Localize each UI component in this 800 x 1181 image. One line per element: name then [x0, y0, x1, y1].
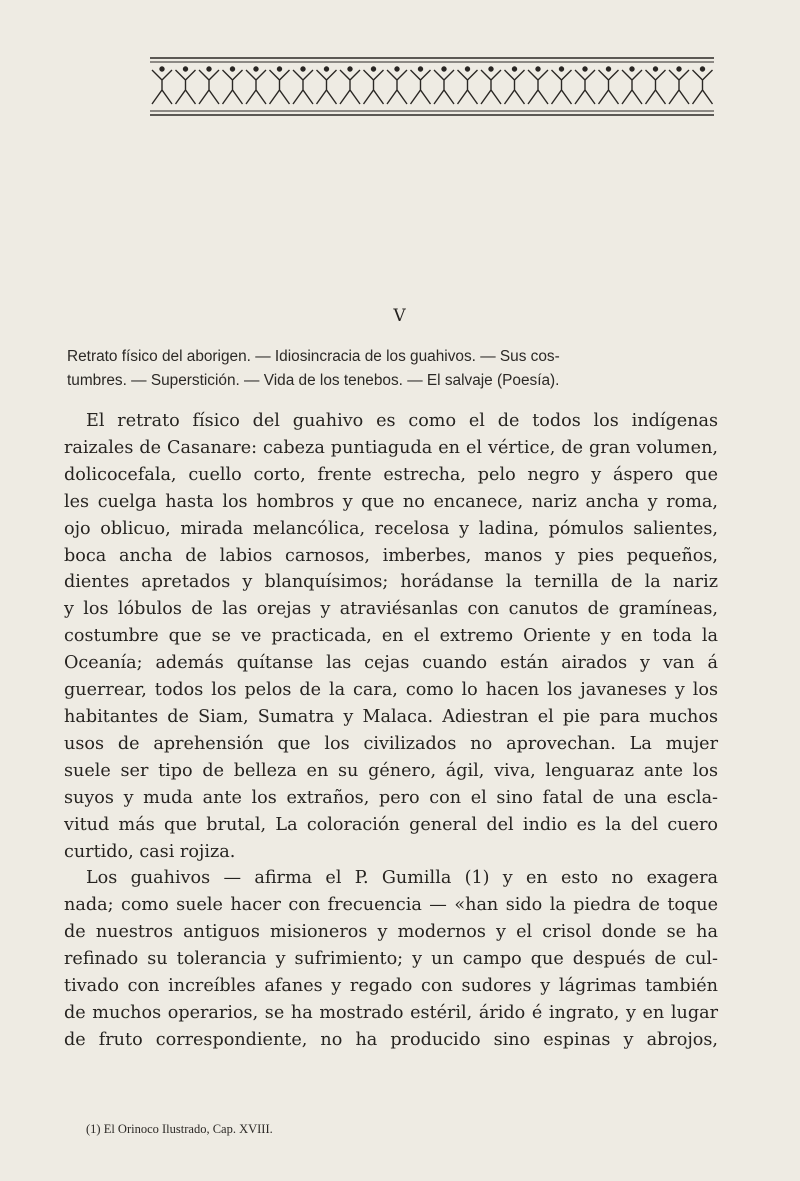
paragraph-line: usos de aprehensión que los civilizados no aprovechan. La mujer — [64, 733, 718, 754]
paragraph-line: dientes apretados y blanquísimos; horádanse la ternilla de la nariz — [64, 572, 718, 593]
body-text — [64, 408, 718, 1054]
paragraph-line: dolicocefala, cuello corto, frente estrecha, pelo negro y áspero que — [64, 464, 718, 485]
summary-line: tumbres. — Superstición. — Vida de los tenebos. — El salvaje (Poesía). — [67, 372, 560, 389]
paragraph-line: costumbre que se ve practicada, en el extremo Oriente y en toda la — [64, 626, 718, 647]
paragraph-line: de nuestros antiguos misioneros y modernos y el crisol donde se ha — [64, 922, 718, 943]
paragraph-line: suyos y muda ante los extraños, pero con el sino fatal de una escla- — [64, 787, 718, 808]
paragraph-line: nada; como suele hacer con frecuencia — «han sido la piedra de toque — [64, 895, 718, 916]
paragraph-line: raizales de Casanare: cabeza puntiaguda en el vértice, de gran volumen, — [64, 437, 718, 458]
paragraph-line: y los lóbulos de las orejas y atraviésanlas con canutos de gramíneas, — [64, 599, 718, 620]
paragraph-line: de fruto correspondiente, no ha producido sino espinas y abrojos, — [64, 1029, 718, 1050]
paragraph-line: vitud más que brutal, La coloración general del indio es la del cuero — [64, 814, 718, 835]
paragraph-line: Oceanía; además quítanse las cejas cuando están airados y van á — [64, 653, 718, 674]
paragraph-line: suele ser tipo de belleza en su género, ágil, viva, lenguaraz ante los — [64, 760, 718, 781]
summary-line: Retrato físico del aborigen. — Idiosincracia de los guahivos. — Sus cos- — [67, 348, 560, 365]
paragraph-line: guerrear, todos los pelos de la cara, como lo hacen los javaneses y los — [64, 680, 718, 701]
paragraph-line: habitantes de Siam, Sumatra y Malaca. Adiestran el pie para muchos — [64, 706, 718, 727]
chapter-summary — [67, 345, 715, 393]
paragraph-line: ojo oblicuo, mirada melancólica, recelosa y ladina, pómulos salientes, — [64, 518, 718, 539]
paragraph-line: les cuelga hasta los hombros y que no encanece, nariz ancha y roma, — [64, 491, 718, 512]
paragraph-line: Los guahivos — afirma el P. Gumilla (1) y en esto no exagera — [86, 868, 718, 889]
paragraph-line: El retrato físico del guahivo es como el de todos los indígenas — [86, 411, 718, 431]
header-ornament — [150, 56, 714, 118]
paragraph-line: boca ancha de labios carnosos, imberbes, manos y pies pequeños, — [64, 545, 718, 566]
paragraph-line: de muchos operarios, se ha mostrado estéril, árido é ingrato, y en lugar — [64, 1002, 718, 1023]
footnote: (1) El Orinoco Ilustrado, Cap. XVIII. — [86, 1122, 273, 1136]
paragraph-line: refinado su tolerancia y sufrimiento; y un campo que después de cul- — [64, 949, 718, 970]
paragraph-line: curtido, casi rojiza. — [64, 841, 236, 862]
chapter-number: V — [393, 306, 407, 326]
paragraph-line: tivado con increíbles afanes y regado con sudores y lágrimas también — [64, 976, 718, 997]
